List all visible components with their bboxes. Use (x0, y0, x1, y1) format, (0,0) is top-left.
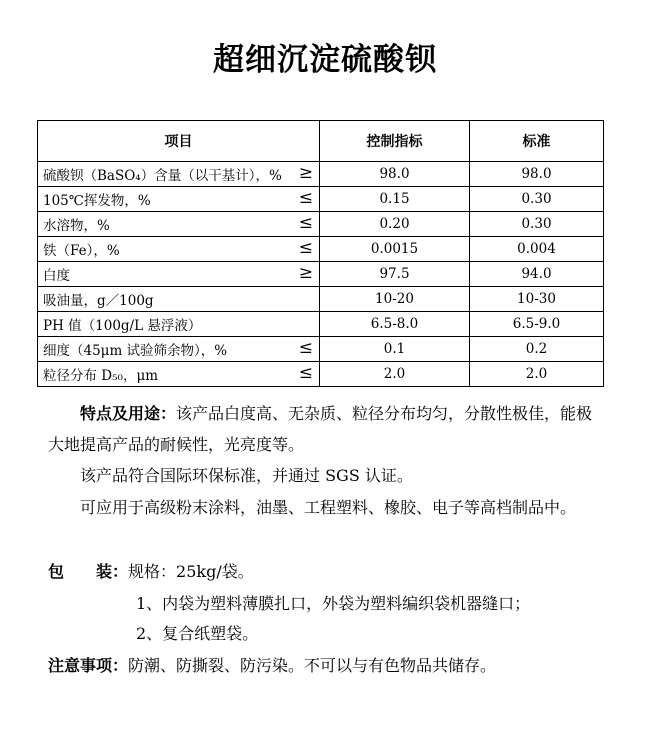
table-row (38, 287, 604, 312)
packaging-paragraph (48, 556, 604, 587)
row-control-value: 10-20 (320, 287, 470, 312)
row-standard-value: 6.5-9.0 (470, 312, 604, 337)
row-standard-value: 0.30 (470, 187, 604, 212)
row-item-label: 吸油量，g／100g (43, 293, 154, 309)
row-standard-value: 2.0 (470, 362, 604, 387)
row-control-value: 97.5 (320, 262, 470, 287)
row-standard-value: 10-30 (470, 287, 604, 312)
row-item-cell (38, 362, 320, 387)
row-item-label: 铁（Fe），% (43, 243, 120, 259)
features-paragraph (48, 398, 604, 460)
row-standard-value: 0.2 (470, 337, 604, 362)
row-item-cell (38, 262, 320, 287)
spec-table (37, 120, 604, 387)
header-standard: 标准 (470, 121, 604, 162)
table-row (38, 162, 604, 187)
row-item-cell (38, 187, 320, 212)
row-operator: ≤ (298, 363, 313, 383)
row-item-cell (38, 237, 320, 262)
row-standard-value: 94.0 (470, 262, 604, 287)
page-title: 超细沉淀硫酸钡 (213, 42, 437, 78)
row-operator: ≤ (298, 338, 313, 358)
header-control: 控制指标 (320, 121, 470, 162)
table-row (38, 237, 604, 262)
table-row (38, 312, 604, 337)
table-row (38, 262, 604, 287)
row-item-label: 105℃挥发物，% (43, 193, 151, 209)
row-control-value: 6.5-8.0 (320, 312, 470, 337)
row-item-label: 细度（45μm 试验筛余物），% (43, 343, 228, 359)
row-item-label: 硫酸钡（BaSO₄）含量（以干基计），% (43, 168, 282, 184)
row-item-label: 粒径分布 D₅₀，μm (43, 368, 159, 384)
features-text: 该产品白度高、无杂质、粒径分布均匀，分散性极佳，能极大地提高产品的耐候性，光亮度等。 (48, 404, 593, 454)
row-operator: ≤ (298, 188, 313, 208)
header-item: 项目 (38, 121, 320, 162)
row-standard-value: 98.0 (470, 162, 604, 187)
row-item-cell (38, 287, 320, 312)
table-row (38, 362, 604, 387)
row-item-cell (38, 212, 320, 237)
row-standard-value: 0.004 (470, 237, 604, 262)
row-control-value: 0.15 (320, 187, 470, 212)
row-operator: ≥ (298, 263, 313, 283)
row-control-value: 98.0 (320, 162, 470, 187)
packaging-line-2: 2、复合纸塑袋。 (136, 624, 259, 643)
certification-paragraph: 该产品符合国际环保标准，并通过 SGS 认证。 (80, 466, 413, 485)
row-item-cell (38, 312, 320, 337)
table-row (38, 212, 604, 237)
row-operator: ≤ (298, 213, 313, 233)
packaging-label: 包 装： (48, 562, 129, 581)
row-control-value: 0.1 (320, 337, 470, 362)
packaging-spec: 规格：25kg/袋。 (128, 562, 254, 581)
notice-label: 注意事项： (48, 656, 129, 675)
row-item-label: 水溶物，% (43, 218, 110, 234)
table-header-row (38, 121, 604, 162)
row-control-value: 0.0015 (320, 237, 470, 262)
row-control-value: 2.0 (320, 362, 470, 387)
row-item-label: PH 值（100g/L 悬浮液） (43, 318, 202, 334)
row-standard-value: 0.30 (470, 212, 604, 237)
row-item-cell (38, 162, 320, 187)
row-item-label: 白度 (43, 268, 70, 284)
notice-text: 防潮、防撕裂、防污染。不可以与有色物品共储存。 (128, 656, 497, 675)
row-operator: ≤ (298, 238, 313, 258)
features-label: 特点及用途： (80, 404, 177, 423)
applications-paragraph: 可应用于高级粉末涂料，油墨、工程塑料、橡胶、电子等高档制品中。 (80, 498, 577, 517)
table-row (38, 337, 604, 362)
packaging-line-1: 1、内袋为塑料薄膜扎口，外袋为塑料编织袋机器缝口； (136, 594, 531, 613)
table-row (38, 187, 604, 212)
row-item-cell (38, 337, 320, 362)
notice-paragraph (48, 650, 604, 681)
row-operator: ≥ (298, 163, 313, 183)
row-control-value: 0.20 (320, 212, 470, 237)
